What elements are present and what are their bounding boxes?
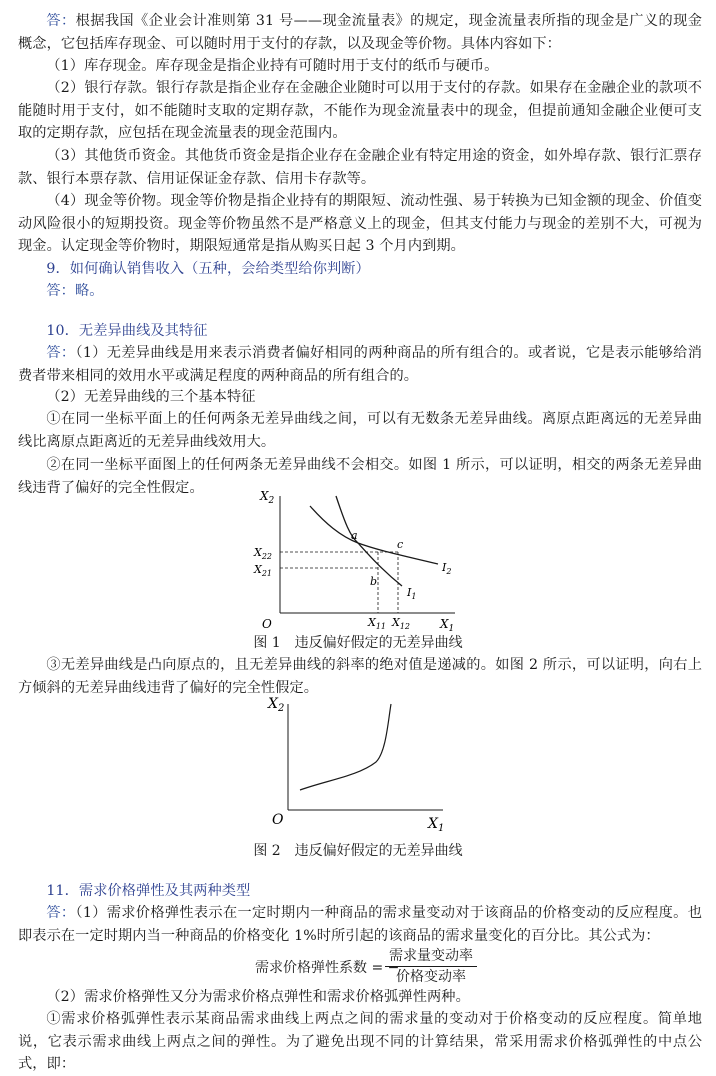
cash-item-1: （1）库存现金。库存现金是指企业持有可随时用于支付的纸币与硬币。: [46, 58, 499, 74]
fig1-curve-i2-label: $I_2$: [442, 561, 452, 576]
answer-text: 根据我国《企业会计准则第 31 号——现金流量表》的规定，现金流量表所指的现金是广义的现金概念，它包括库存现金、可以随时用于支付的存款，以及现金等价物。具体内容如下：: [18, 13, 702, 52]
answer-9: 答：略。: [46, 283, 104, 299]
fig1-point-b: b: [370, 575, 378, 588]
answer-label: 答：: [46, 905, 76, 921]
question-11: 11．需求价格弹性及其两种类型: [46, 883, 251, 899]
figure-1-diagram: [250, 488, 470, 633]
fig1-point-c: c: [397, 538, 404, 551]
fig2-y-axis-label: $X_2$: [268, 696, 285, 714]
figure-2-caption: 图 2 违反偏好假定的无差异曲线: [253, 843, 463, 859]
feature-3: ③无差异曲线是凸向原点的，且无差异曲线的斜率的绝对值是递减的。如图 2 所示，可以证明，向右上方倾斜的无差异曲线违背了偏好的完全性假定。: [18, 657, 702, 696]
question-9: 9．如何确认销售收入（五种，会给类型给你判断）: [46, 261, 370, 277]
fig1-curve-i2: [310, 506, 438, 564]
formula-lhs: 需求价格弹性系数 = −: [255, 960, 400, 976]
formula-denominator: 价格变动率: [396, 969, 466, 985]
fig2-origin-label: O: [272, 812, 284, 828]
fig1-y-axis-label: $X_2$: [260, 489, 275, 506]
arc-elasticity: ①需求价格弧弹性表示某商品需求曲线上两点之间的需求量的变动对于价格变动的反应程度。简单地说，它表示需求曲线上两点之间的弹性。为了避免出现不同的计算结果，常采用需求价格弧弹性的中点公式，即：: [18, 1011, 702, 1072]
fig1-x11-label: $X_{11}$: [368, 616, 387, 631]
fig1-x22-label: $X_{22}$: [254, 546, 273, 561]
fig2-curve: [300, 704, 391, 790]
figure-2-diagram: [258, 692, 458, 834]
elasticity-types: （2）需求价格弹性又分为需求价格点弹性和需求价格弧弹性两种。: [46, 989, 470, 1005]
cash-item-4: （4）现金等价物。现金等价物是指企业持有的期限短、流动性强、易于转换为已知金额的现金、价值变动风险很小的短期投资。现金等价物虽然不是严格意义上的现金，但其支付能力与现金的差别不大，可视为现金。认定现金等价物时，期限短通常是指从购买日起 3 个月内到期。: [18, 193, 702, 254]
fig1-x12-label: $X_{12}$: [392, 616, 411, 631]
feature-2: ②在同一坐标平面图上的任何两条无差异曲线不会相交。如图 1 所示，可以证明，相交的两条无差异曲线违背了偏好的完全性假定。: [18, 457, 702, 496]
cash-item-2: （2）银行存款。银行存款是指企业存在金融企业随时可以用于支付的存款。如果存在金融企业的款项不能随时用于支付，如不能随时支取的定期存款，不能作为现金流量表中的现金，但提前通知金融企业便可支取的定期存款，应包括在现金流量表的现金范围内。: [18, 80, 702, 141]
fig1-curve-i1: [336, 496, 402, 586]
fig2-x-axis-label: $X_1$: [428, 816, 445, 834]
feature-heading: （2）无差异曲线的三个基本特征: [46, 389, 256, 405]
fig1-curve-i1-label: $I_1$: [407, 586, 417, 601]
answer-11-intro: [18, 902, 702, 947]
fig1-origin-label: O: [262, 617, 272, 631]
answer-10-intro: [18, 342, 702, 387]
answer-8-intro: [18, 10, 702, 55]
fraction-bar: [385, 966, 477, 967]
cash-item-3: （3）其他货币资金。其他货币资金是指企业存在金融企业有特定用途的资金，如外埠存款、银行汇票存款、银行本票存款、信用证保证金存款、信用卡存款等。: [18, 148, 702, 187]
answer-text: （1）需求价格弹性表示在一定时期内一种商品的需求量变动对于该商品的价格变动的反应程度。也即表示在一定时期内当一种商品的价格变化 1%时所引起的该商品的需求量变化的百分比。其公式为：: [18, 905, 702, 944]
figure-1-caption: 图 1 违反偏好假定的无差异曲线: [253, 635, 463, 651]
formula-numerator: 需求量变动率: [389, 948, 473, 964]
fig1-x-axis-label: $X_1$: [440, 617, 455, 633]
answer-label: 答：: [46, 13, 76, 29]
formula-fraction: [385, 947, 477, 986]
question-10: 10．无差异曲线及其特征: [46, 323, 208, 339]
feature-1: ①在同一坐标平面上的任何两条无差异曲线之间，可以有无数条无差异曲线。离原点距离远的无差异曲线比离原点距离近的无差异曲线效用大。: [18, 411, 702, 450]
answer-label: 答：: [46, 345, 76, 361]
fig1-point-a: a: [351, 529, 358, 542]
answer-text: （1）无差异曲线是用来表示消费者偏好相同的两种商品的所有组合的。或者说，它是表示能够给消费者带来相同的效用水平或满足程度的两种商品的所有组合的。: [18, 345, 702, 384]
fig1-x21-label: $X_{21}$: [254, 563, 273, 578]
